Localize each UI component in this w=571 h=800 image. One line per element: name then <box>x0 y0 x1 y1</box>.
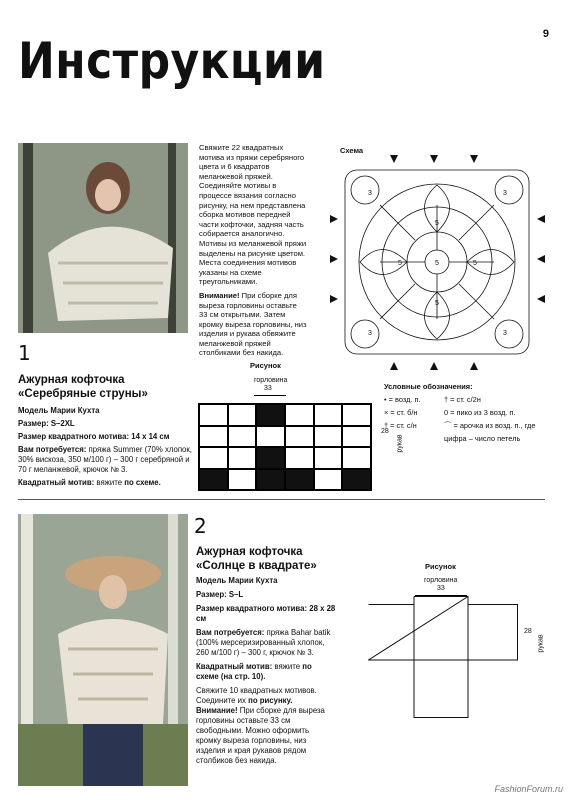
item-2-need-label: Вам потребуется: <box>196 628 265 637</box>
legend-item: † = ст. с/н <box>384 421 417 430</box>
crochet-scheme <box>330 155 545 370</box>
grid-cell <box>228 404 257 426</box>
svg-text:5: 5 <box>435 300 439 307</box>
grid-cell <box>314 404 343 426</box>
svg-text:5: 5 <box>435 260 439 267</box>
item-1-attention-text: При сборке для выреза горловины оставьте 33 см открытыми. Затем кромку выреза горловины, низ изделия и рукава обвяжите меланжевой пряжей столбиками без накида. <box>199 290 307 358</box>
svg-text:3: 3 <box>503 330 507 337</box>
item-2-text: Свяжите 10 квадратных мотивов. Соедините их <box>196 686 317 705</box>
grid-cell <box>199 447 228 469</box>
drawing-1-sleeve-label: рукав <box>396 434 404 453</box>
drawing-1-neck-label: горловина <box>254 377 288 384</box>
item-2-motif-label: Размер квадратного мотива: <box>196 604 308 613</box>
grid-cell <box>256 404 285 426</box>
legend-item: 0 = пико из 3 возд. п. <box>444 408 516 417</box>
drawing-2-neck-label: горловина <box>424 577 458 584</box>
grid-cell <box>256 447 285 469</box>
item-2-number: 2 <box>194 514 207 538</box>
grid-cell <box>342 404 371 426</box>
drawing-1-neck-value: 33 <box>264 385 272 392</box>
item-2-square-value: вяжите <box>274 662 301 671</box>
grid-cell <box>314 447 343 469</box>
photo-item-1 <box>18 143 188 333</box>
svg-text:5: 5 <box>435 220 439 227</box>
grid-cell <box>228 426 257 448</box>
drawing-2-height-value: 28 <box>524 628 532 635</box>
drawing-2-neck-value: 33 <box>437 585 445 592</box>
grid-cell <box>285 404 314 426</box>
svg-text:5: 5 <box>473 260 477 267</box>
svg-text:3: 3 <box>368 190 372 197</box>
grid-cell <box>285 469 314 491</box>
legend-rows <box>384 393 559 445</box>
grid-cell <box>314 426 343 448</box>
section-divider <box>18 499 545 500</box>
item-1-need-value: пряжа Summer (70% хлопок, 30% вискоза, 350 м/100 г) – 300 г серебряной и 70 г меланжевой, крючок № 3. <box>18 445 192 474</box>
legend-title: Условные обозначения: <box>384 382 473 391</box>
item-1-need-label: Вам потребуется: <box>18 445 87 454</box>
photo-item-2-illustration <box>18 514 188 786</box>
item-1-number: 1 <box>18 341 31 365</box>
scheme-caption: Схема <box>340 146 364 155</box>
drawing-2-caption: Рисунок <box>425 562 456 571</box>
drawing-1-caption: Рисунок <box>250 361 281 370</box>
item-1-motif-value: 14 х 14 см <box>131 432 170 441</box>
grid-cell <box>228 447 257 469</box>
item-1-size-value: S–2XL <box>50 419 75 428</box>
svg-text:3: 3 <box>368 330 372 337</box>
item-1-details <box>18 406 193 488</box>
grid-cell <box>342 426 371 448</box>
grid-cell <box>314 469 343 491</box>
item-1-designer: Модель Марии Кухта <box>18 406 100 415</box>
item-2-size-label: Размер: <box>196 590 227 599</box>
drawing-2-outline <box>368 596 518 718</box>
page-title: Инструкции <box>18 32 326 90</box>
photo-item-2 <box>18 514 188 786</box>
item-1-attention-label: Внимание! <box>199 290 240 300</box>
item-2-name <box>196 545 317 573</box>
item-2-square-label: Квадратный мотив: <box>196 662 273 671</box>
grid-cell <box>342 447 371 469</box>
item-2-designer: Модель Марии Кухта <box>196 576 278 585</box>
watermark: FashionForum.ru <box>494 784 563 794</box>
item-2-text2: При сборке для выреза горловины оставьте 33 см свободными. Можно оформить кромку выреза горловины, низ изделия и края рукавов рядом столбиков без накида. <box>196 706 325 765</box>
item-2-name-line1: Ажурная кофточка <box>196 546 303 558</box>
legend-row <box>384 393 559 406</box>
legend-item: • = возд. п. <box>384 395 421 404</box>
drawing-2-sleeve-label: рукав <box>537 634 545 653</box>
grid-cell <box>256 426 285 448</box>
grid-cell <box>199 426 228 448</box>
item-2-text-bold: по рисунку. Внимание! <box>196 696 293 715</box>
item-1-instructions-text: Свяжите 22 квадратных мотива из пряжи серебряного цвета и 6 квадратов меланжевой пряжей. Соединяйте мотивы в процессе вязания согласно рисунку, на нем представлена сборка мотивов передней части кофточки, задняя часть собирается аналогично. Мотивы из меланжевой пряжи выделены на рисунке цветом. Места соединения мотивов указаны на схеме треугольниками. <box>199 143 307 287</box>
legend-row <box>384 419 559 445</box>
drawing-1-neck-line <box>254 395 286 396</box>
legend-row <box>384 406 559 419</box>
grid-cell <box>285 426 314 448</box>
legend <box>384 380 559 445</box>
item-2-size-value: S–L <box>228 590 244 599</box>
photo-item-1-illustration <box>18 143 188 333</box>
grid-cell <box>256 469 285 491</box>
item-2-name-line2: «Солнце в квадрате» <box>196 560 317 572</box>
legend-item: × = ст. б/н <box>384 408 418 417</box>
item-1-name-line2: «Серебряные струны» <box>18 388 148 400</box>
grid-cell <box>199 469 228 491</box>
item-1-instructions <box>199 143 307 358</box>
item-1-name <box>18 373 148 401</box>
drawing-1-grid <box>198 403 372 491</box>
item-2-details <box>196 576 336 766</box>
item-1-motif-label: Размер квадратного мотива: <box>18 432 130 441</box>
legend-item: † = ст. с/2н <box>444 395 481 404</box>
page-number: 9 <box>542 28 549 40</box>
grid-cell <box>228 469 257 491</box>
item-1-size-label: Размер: <box>18 419 49 428</box>
item-1-name-line1: Ажурная кофточка <box>18 374 125 386</box>
item-2-square-value-bold: по схеме (на стр. 10). <box>196 662 312 681</box>
drawing-1-height-value: 28 <box>381 428 389 435</box>
item-2-need-value: пряжа Bahar batik (100% мерсеризированный хлопок, 260 м/100 г) – 300 г, крючок № 3. <box>196 628 331 657</box>
grid-cell <box>342 469 371 491</box>
item-1-square-label: Квадратный мотив: <box>18 478 95 487</box>
svg-text:3: 3 <box>503 190 507 197</box>
grid-cell <box>199 404 228 426</box>
item-1-square-value: вяжите <box>96 478 123 487</box>
grid-cell <box>285 447 314 469</box>
legend-item: ⌒ = арочка из возд. п., где цифра – число петель <box>444 421 536 443</box>
item-2-motif-value: 28 х 28 см <box>196 604 336 623</box>
item-1-square-value-bold: по схеме. <box>124 478 161 487</box>
svg-text:5: 5 <box>398 260 402 267</box>
